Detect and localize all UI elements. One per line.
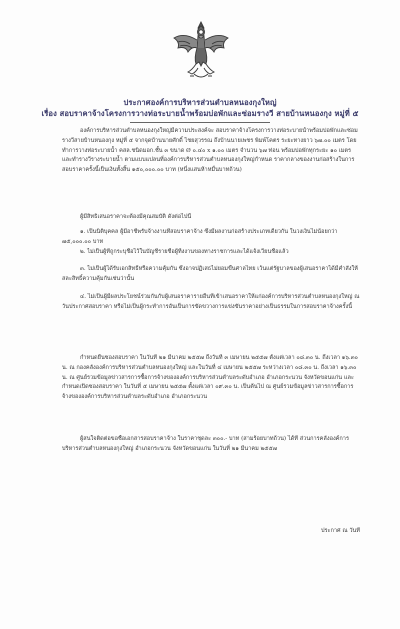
body-paragraph-schedule: กำหนดยื่นซองสอบราคา ในวันที่ ๒๑ มีนาคม ๒๕๕๗ ถึงวันที่ ๓ เมษายน ๒๕๕๗ ตั้งแต่เวลา ๐๘.๓๐ น. ถึงเวลา ๑๖.๓๐ น. ณ กองคลังองค์การบริหารส่วนตำบลหนองกุงใหญ่ และในวันที่ ๔ เมษายน ๒๕๕๗ ระหว่างเวลา ๐๘.๓๐ น. ถึงเวลา ๑๖.๓๐ น. ณ ศูนย์รวมข้อมูลข่าวสารการซื้อการจ้างขององค์การบริหารส่วนตำบลระดับอำเภอ อำเภอกระนวน จังหวัดขอนแก่น และกำหนดเปิดซองสอบราคา ในวันที่ ๕ เมษายน ๒๕๕๗ ตั้งแต่เวลา ๐๙.๓๐ น. เป็นต้นไป ณ ศูนย์รวมข้อมูลข่าวสารการซื้อการจ้างขององค์การบริหารส่วนตำบลระดับอำเภอ อำเภอกระนวน <box>62 355 358 401</box>
garuda-emblem-icon <box>170 18 232 84</box>
announcement-subject: เรื่อง สอบราคาจ้างโครงการวางท่อระบายน้ำพร้อมบ่อพักและซ่อมรางวี สายบ้านหนองกุง หมู่ที่ ๕ <box>41 109 359 118</box>
heading-divider <box>130 122 270 123</box>
announcement-heading: ประกาศองค์การบริหารส่วนตำบลหนองกุงใหญ่ <box>123 98 277 107</box>
qualification-item: ๔. ไม่เป็นผู้มีผลประโยชน์ร่วมกันกับผู้เสนอราคารายอื่นที่เข้าเสนอราคาให้แก่องค์การบริหารส่วนตำบลหนองกุงใหญ่ ณ วันประกาศสอบราคา หรือไม่เป็นผู้กระทำการอันเป็นการขัดขวางการแข่งขันราคาอย่างเป็นธรรมในการสอบราคาจ้างครั้งนี้ <box>62 294 360 310</box>
qualification-item: ๓. ไม่เป็นผู้ได้รับเอกสิทธิ์หรือความคุ้มกัน ซึ่งอาจปฏิเสธไม่ยอมขึ้นศาลไทย เว้นแต่รัฐบาลของผู้เสนอราคาได้มีคำสั่งให้สละสิทธิ์ความคุ้มกันเช่นว่านั้น <box>62 266 358 282</box>
qualification-item: ๑. เป็นนิติบุคคล ผู้มีอาชีพรับจ้างงานที่สอบราคาจ้าง ซึ่งมีผลงานก่อสร้างประเภทเดียวกัน ในวงเงินไม่น้อยกว่า ๗๕,๐๐๐.๐๐ บาท <box>62 229 338 245</box>
announce-date-line: ประกาศ ณ วันที่ <box>320 528 360 534</box>
qualification-item: ๒. ไม่เป็นผู้ที่ถูกระบุชื่อไว้ในบัญชีรายชื่อผู้ทิ้งงานของทางราชการและได้แจ้งเวียนชื่อแล้ว <box>80 249 289 255</box>
body-paragraph-qualifications: ผู้มีสิทธิเสนอราคาจะต้องมีคุณสมบัติ ดังต่อไปนี้ <box>80 214 192 220</box>
body-paragraph-contact: ผู้สนใจติดต่อขอซื้อเอกสารสอบราคาจ้าง ในราคาชุดละ ๓๐๐.- บาท (สามร้อยบาทถ้วน) ได้ที่ ส่วนการคลังองค์การบริหารส่วนตำบลหนองกุงใหญ่ อำเภอกระนวน จังหวัดขอนแก่น ในวันที่ ๒๑ มีนาคม ๒๕๕๗ <box>62 436 349 452</box>
body-paragraph-project: องค์การบริหารส่วนตำบลหนองกุงใหญ่มีความประสงค์จะ สอบราคาจ้างโครงการวางท่อระบายน้ำพร้อมบ่อพักและซ่อมรางวีสายบ้านหนองกุง หมู่ที่ ๕ จากจุดบ้านนายศักดิ์ ไชยสุวรรณ ถึงบ้านนายเพชร พิมพ์โคตร ระยะทางยาว ๖๗.๐๐ เมตร โดยทำการวางท่อระบายน้ำ คสล.ชนิดมอก.ชั้น ๓ ขนาด Ø ๐.๔๐ x ๑.๐๐ เมตร จำนวน ๖๗ ท่อน พร้อมบ่อพักทุกระยะ ๑๐ เมตร และทำรางวีรางระบายน้ำ ตามแบบแปลนที่องค์การบริหารส่วนตำบลหนองกุงใหญ่กำหนด ราคากลางของงานก่อสร้างในการสอบราคาครั้งนี้เป็นเงินทั้งสิ้น ๑๕๐,๐๐๐.๐๐ บาท (หนึ่งแสนห้าหมื่นบาทถ้วน) <box>62 128 358 174</box>
